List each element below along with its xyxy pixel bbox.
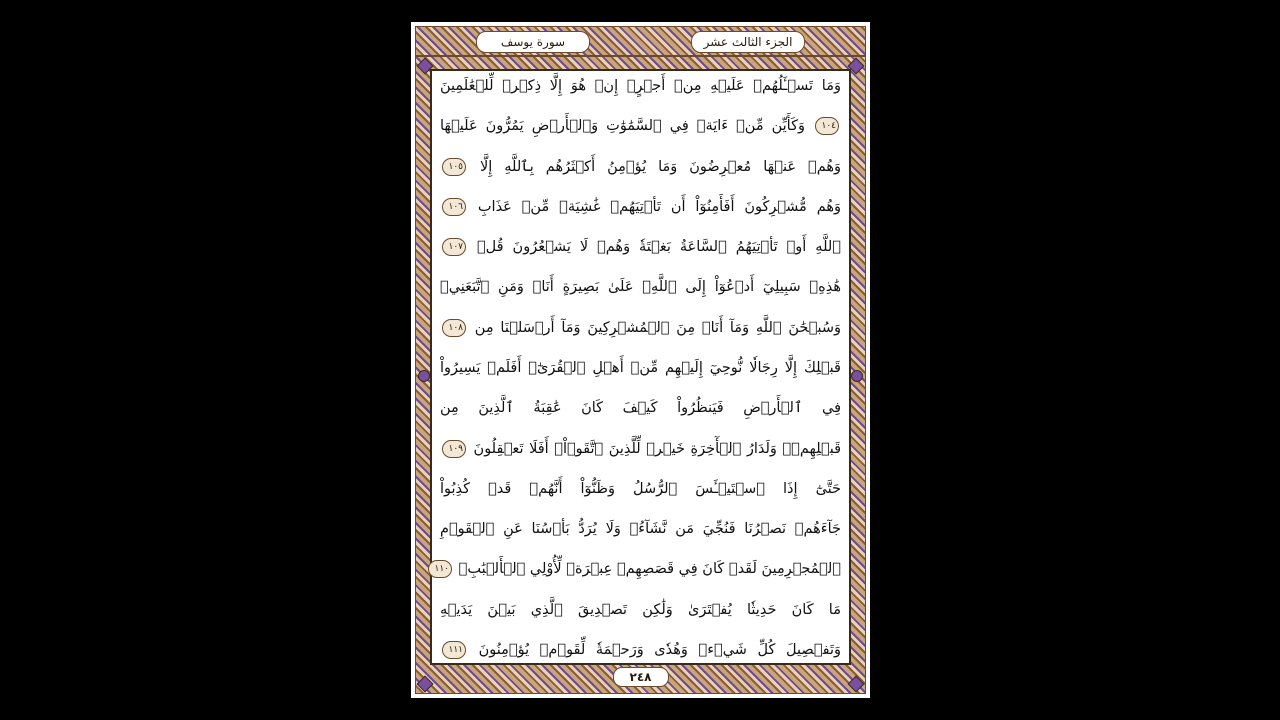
- ayah-number-marker: ١٠٦: [442, 198, 466, 216]
- ayah-number-marker: ١٠٤: [815, 117, 839, 135]
- text-line: حَتَّىٰٓ إِذَا ٱسۡتَيۡـَٔسَ ٱلرُّسُلُ وَظَنُّوٓاْ أَنَّهُمۡ قَدۡ كُذِبُواْ: [440, 480, 841, 497]
- surah-name-label: سورة يوسف: [476, 31, 590, 53]
- mushaf-page: [411, 22, 870, 698]
- juz-label: الجزء الثالث عشر: [691, 31, 805, 53]
- corner-ornament-icon: [848, 676, 865, 693]
- page-number: ٢٤٨: [613, 667, 669, 687]
- text-line: جَآءَهُمۡ نَصۡرُنَا فَنُجِّيَ مَن نَّشَآءُۖ وَلَا يُرَدُّ بَأۡسُنَا عَنِ ٱلۡقَوۡمِ: [440, 521, 841, 538]
- text-line: وَهُم مُّشۡرِكُونَ أَفَأَمِنُوٓاْ أَن تَأۡتِيَهُمۡ غَٰشِيَةٞ مِّنۡ عَذَابِ ١٠٦: [440, 196, 841, 218]
- ornamental-border: [415, 56, 866, 694]
- text-line: فِي ٱلۡأَرۡضِ فَيَنظُرُواْ كَيۡفَ كَانَ عَٰقِبَةُ ٱلَّذِينَ مِن: [440, 400, 841, 417]
- ayah-number-marker: ١٠٩: [442, 440, 466, 458]
- text-line: مَا كَانَ حَدِيثٗا يُفۡتَرَىٰ وَلَٰكِن تَصۡدِيقَ ٱلَّذِي بَيۡنَ يَدَيۡهِ: [440, 601, 841, 618]
- ayah-number-marker: ١١١: [442, 641, 466, 659]
- text-line: وَتَفۡصِيلَ كُلِّ شَيۡءٖ وَهُدٗى وَرَحۡمَةٗ لِّقَوۡمٖ يُؤۡمِنُونَ ١١١: [440, 639, 841, 661]
- text-line: قَبۡلِكَ إِلَّا رِجَالٗا نُّوحِيٓ إِلَيۡهِم مِّنۡ أَهۡلِ ٱلۡقُرَىٰٓۗ أَفَلَمۡ يَسِيرُواْ: [440, 359, 841, 376]
- text-line: هَٰذِهِۦ سَبِيلِيٓ أَدۡعُوٓاْ إِلَى ٱللَّهِۚ عَلَىٰ بَصِيرَةٍ أَنَا۠ وَمَنِ ٱتَّبَعَنِيۖ: [440, 279, 841, 296]
- text-line: وَسُبۡحَٰنَ ٱللَّهِ وَمَآ أَنَا۠ مِنَ ٱلۡمُشۡرِكِينَ وَمَآ أَرۡسَلۡنَا مِن ١٠٨: [440, 317, 841, 339]
- text-line: وَهُمۡ عَنۡهَا مُعۡرِضُونَ وَمَا يُؤۡمِنُ أَكۡثَرُهُم بِٱللَّهِ إِلَّا ١٠٥: [440, 156, 841, 178]
- ayah-number-marker: ١٠٧: [442, 238, 466, 256]
- border-ornament-icon: [851, 370, 863, 382]
- text-line: ٱللَّهِ أَوۡ تَأۡتِيَهُمُ ٱلسَّاعَةُ بَغۡتَةٗ وَهُمۡ لَا يَشۡعُرُونَ قُلۡ ١٠٧: [440, 236, 841, 258]
- border-ornament-icon: [418, 370, 430, 382]
- page-header: [415, 26, 866, 56]
- ayah-number-marker: ١٠٨: [442, 319, 466, 337]
- text-line: قَبۡلِهِمۡۗ وَلَدَارُ ٱلۡأٓخِرَةِ خَيۡرٞ لِّلَّذِينَ ٱتَّقَوۡاْۚ أَفَلَا تَعۡقِلُونَ ١٠٩: [440, 438, 841, 460]
- text-line: وَمَا تَسۡـَٔلُهُمۡ عَلَيۡهِ مِنۡ أَجۡرٍۚ إِنۡ هُوَ إِلَّا ذِكۡرٞ لِّلۡعَٰلَمِينَ: [440, 78, 841, 94]
- verse-text: [434, 71, 847, 663]
- text-line: ١٠٤ وَكَأَيِّن مِّنۡ ءَايَةٖ فِي ٱلسَّمَٰوَٰتِ وَٱلۡأَرۡضِ يَمُرُّونَ عَلَيۡهَا: [440, 115, 841, 137]
- ayah-number-marker: ١١٠: [428, 560, 452, 578]
- corner-ornament-icon: [417, 676, 434, 693]
- ayah-number-marker: ١٠٥: [442, 158, 466, 176]
- text-line: ٱلۡمُجۡرِمِينَ لَقَدۡ كَانَ فِي قَصَصِهِمۡ عِبۡرَةٞ لِّأُوْلِي ٱلۡأَلۡبَٰبِۗ ١١٠: [440, 558, 841, 580]
